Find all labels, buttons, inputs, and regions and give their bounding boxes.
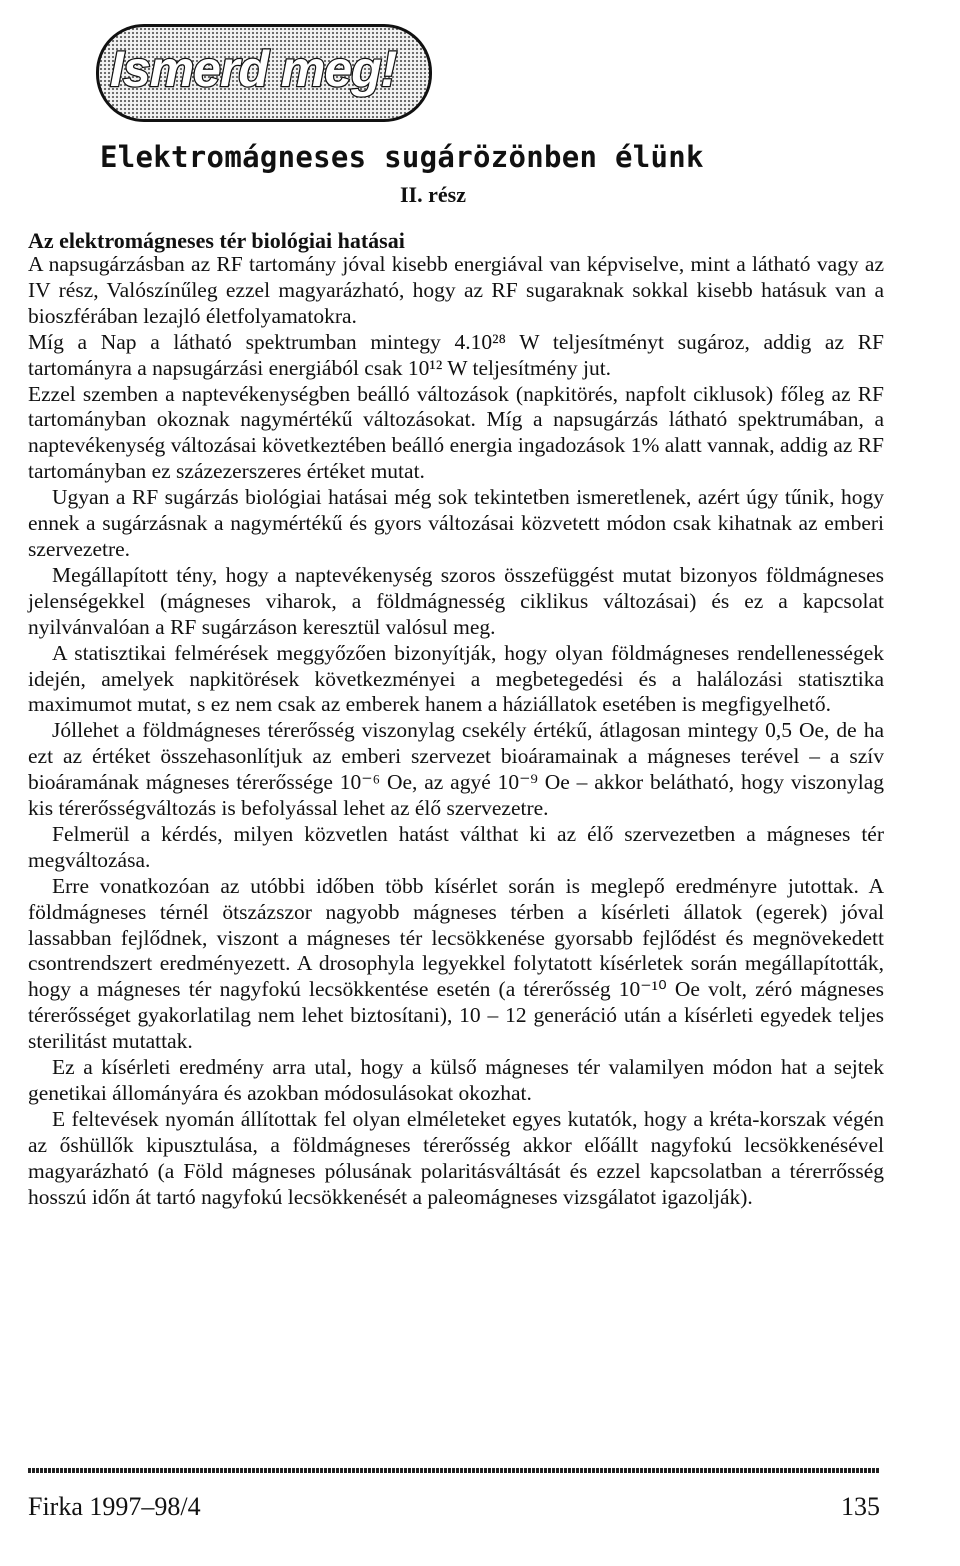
paragraph: E feltevések nyomán állítottak fel olyan elméleteket egyes kutatók, hogy a kréta-korszak végén az őshüllők kipusztulása, a földmágneses térerősség akkor előállt nagyfokú lecsökkenésével magyarázható (a Föld mágneses pólusának polaritásváltását és ezzel kapcsolatban a térerrősség hosszú időn át tartó nagyfokú lecsökkenését a paleomágneses vizsgálatot igazolják).: [28, 1106, 884, 1209]
page-number: 135: [841, 1492, 880, 1521]
section-heading: Az elektromágneses tér biológiai hatásai: [28, 228, 405, 253]
publication-info: Firka 1997–98/4: [28, 1492, 201, 1521]
footer-divider: [28, 1468, 880, 1473]
badge-text: Ismerd meg!: [110, 41, 397, 97]
paragraph: Erre vonatkozóan az utóbbi időben több kísérlet során is meglepő eredményre jutottak. A földmágneses térnél ötszázszor nagyobb mágneses térben a kísérleti állatok (egerek) jóval lassabban fejlődnek, viszont a mágneses tér lecsökkenése gyorsabb fejlődést és megnövekedett csontrendszert eredményezett. A drosophyla legyekkel folytatott kísérletek során megállapították, hogy a mágneses tér nagyfokú lecsökkentése esetén (a térerősség 10⁻¹⁰ Oe volt, zéró mágneses térerősséget gyakorlatilag nem lehet biztosítani), 10 – 12 generáció után a kísérleti egyedek teljes sterilitást mutattak.: [28, 873, 884, 1054]
paragraph: Felmerül a kérdés, milyen közvetlen hatást válthat ki az élő szervezetben a mágneses tér megváltozása.: [28, 821, 884, 872]
paragraph: Ugyan a RF sugárzás biológiai hatásai még sok tekintetben ismeretlenek, azért úgy tűnik, hogy ennek a sugárzásnak a nagymértékű és gyors változásai közvetett módon csak kihatnak az emberi szervezetre.: [28, 485, 884, 561]
article-title: Elektromágneses sugárözönben élünk: [100, 140, 704, 174]
paragraph: Ez a kísérleti eredmény arra utal, hogy a külső mágneses tér valamilyen módon hat a sejtek genetikai állományára és azokban módosulásokat okozhat.: [28, 1055, 884, 1105]
paragraph: A napsugárzásban az RF tartomány jóval kisebb energiával van képviselve, mint a látható vagy az IV rész, Valószínűleg ezzel magyarázható, hogy az RF sugaraknak sokkal kisebb hatásuk van a bioszférában lezajló életfolyamatokra.: [28, 252, 884, 328]
paragraph: Megállapított tény, hogy a naptevékenység szoros összefüggést mutat bizonyos földmágneses jelenségekkel (mágneses viharok, a földmágnesség ciklikus változásai) és ez a kapcsolat nyilvánvalóan a RF sugárzáson keresztül valósul meg.: [28, 562, 884, 639]
article-part: II. rész: [400, 182, 466, 207]
paragraph: Ezzel szemben a naptevékenységben beálló változások (napkitörés, napfolt ciklusok) főleg az RF tartományban okoznak nagymértékű változásokat. Míg a napsugárzás látható spektrumában, a naptevékenység változásai következtében beálló energia ingadozások 1% alatt vannak, addig az RF tartományban ez százezerszeres értéket mutat.: [28, 381, 884, 484]
paragraph: Míg a Nap a látható spektrumban mintegy 4.10²⁸ W teljesítményt sugároz, addig az RF tartományra a napsugárzási energiából csak 10¹² W teljesítmény jut.: [28, 329, 884, 380]
paragraph: A statisztikai felmérések meggyőzően bizonyítják, hogy olyan földmágneses rendellenességek idején, amelyek napkitörések következményei a megbetegedési és a halálozási statisztika maximumot mutat, s ez nem csak az emberek hanem a háziállatok esetében is megfigyelhető.: [28, 640, 884, 717]
paragraph: Jóllehet a földmágneses térerősség viszonylag csekély értékű, átlagosan mintegy 0,5 Oe, de ha ezt az értéket összehasonlítjuk az emberi szervezet bioáramainak a mágneses terével – a szív bioáramának mágneses térerőssége 10⁻⁶ Oe, az agyé 10⁻⁹ Oe – akkor belátható, hogy viszonylag kis térerősségváltozás is befolyással lehet az élő szervezetre.: [28, 718, 884, 821]
article-body: [28, 252, 884, 1211]
